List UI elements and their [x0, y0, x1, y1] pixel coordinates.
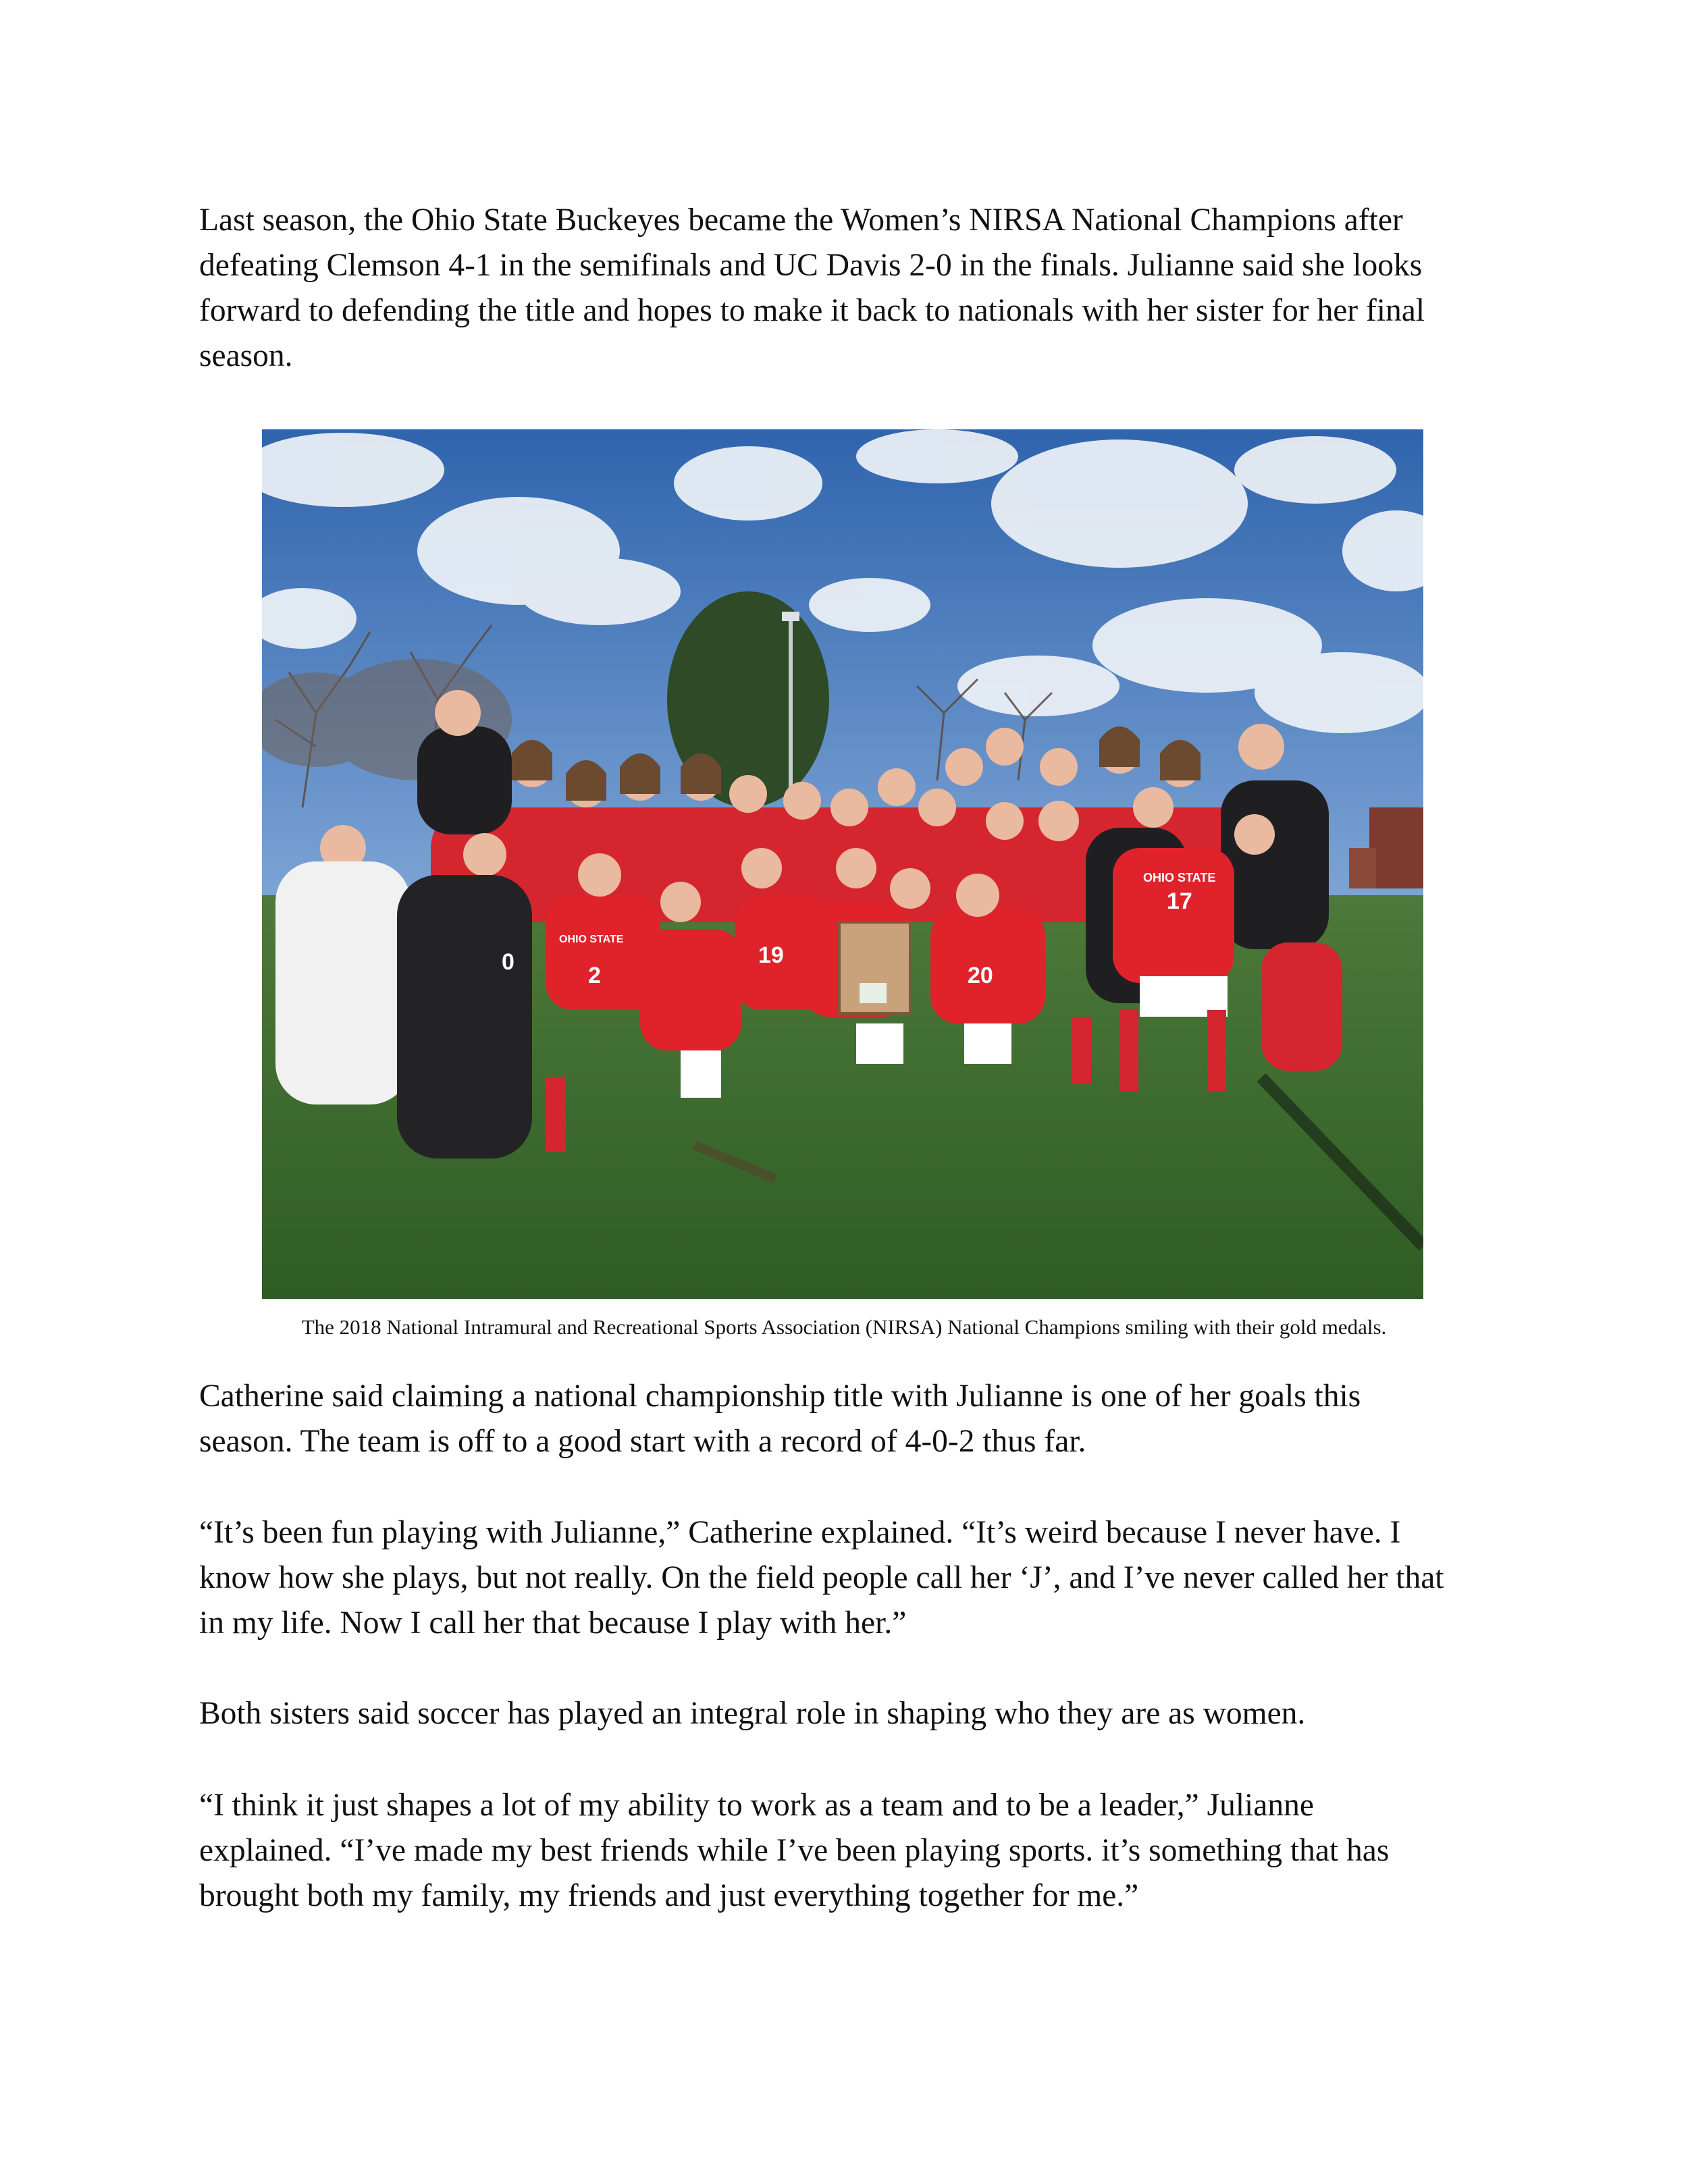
paragraph-julianne-quote — [199, 1783, 1502, 1919]
jersey-number: 0 — [502, 949, 515, 975]
text-line: explained. “I’ve made my best friends while I’ve been playing sports. it’s something that has — [199, 1833, 1390, 1868]
text-line: Catherine said claiming a national championship title with Julianne is one of her goals this — [199, 1379, 1361, 1414]
jersey-number: 20 — [968, 963, 993, 988]
building — [1369, 807, 1423, 888]
text-line: “I think it just shapes a lot of my ability to work as a team and to be a leader,” Julianne — [199, 1788, 1314, 1823]
text-line: Last season, the Ohio State Buckeyes became the Women’s NIRSA National Champions after — [199, 203, 1403, 238]
text-line: know how she plays, but not really. On the field people call her ‘J’, and I’ve never called her that — [199, 1560, 1444, 1595]
text-line: in my life. Now I call her that because I play with her.” — [199, 1605, 907, 1641]
paragraph-goals — [199, 1374, 1502, 1464]
photo-caption: The 2018 National Intramural and Recreational Sports Association (NIRSA) National Champions smiling with their gold medals. — [301, 1315, 1387, 1339]
text-line: Both sisters said soccer has played an integral role in shaping who they are as women. — [199, 1696, 1306, 1731]
team-photo — [262, 429, 1423, 1299]
text-line: defeating Clemson 4-1 in the semifinals and UC Davis 2-0 in the finals. Julianne said she looks — [199, 248, 1423, 283]
text-line: forward to defending the title and hopes to make it back to nationals with her sister for her final — [199, 293, 1425, 328]
jersey-text: OHIO STATE — [1143, 871, 1216, 884]
jersey-number: 2 — [588, 963, 601, 988]
jersey-text: OHIO STATE — [559, 934, 624, 945]
jersey-number: 19 — [758, 942, 784, 968]
text-line: season. — [199, 338, 293, 373]
paragraph-soccer-role — [199, 1691, 1502, 1736]
text-line: “It’s been fun playing with Julianne,” Catherine explained. “It’s weird because I never have. I — [199, 1515, 1401, 1550]
text-line: brought both my family, my friends and just everything together for me.” — [199, 1878, 1139, 1913]
paragraph-season-recap — [199, 198, 1502, 379]
paragraph-catherine-quote — [199, 1510, 1502, 1646]
jersey-number: 17 — [1167, 888, 1192, 914]
text-line: season. The team is off to a good start with a record of 4-0-2 thus far. — [199, 1424, 1086, 1459]
